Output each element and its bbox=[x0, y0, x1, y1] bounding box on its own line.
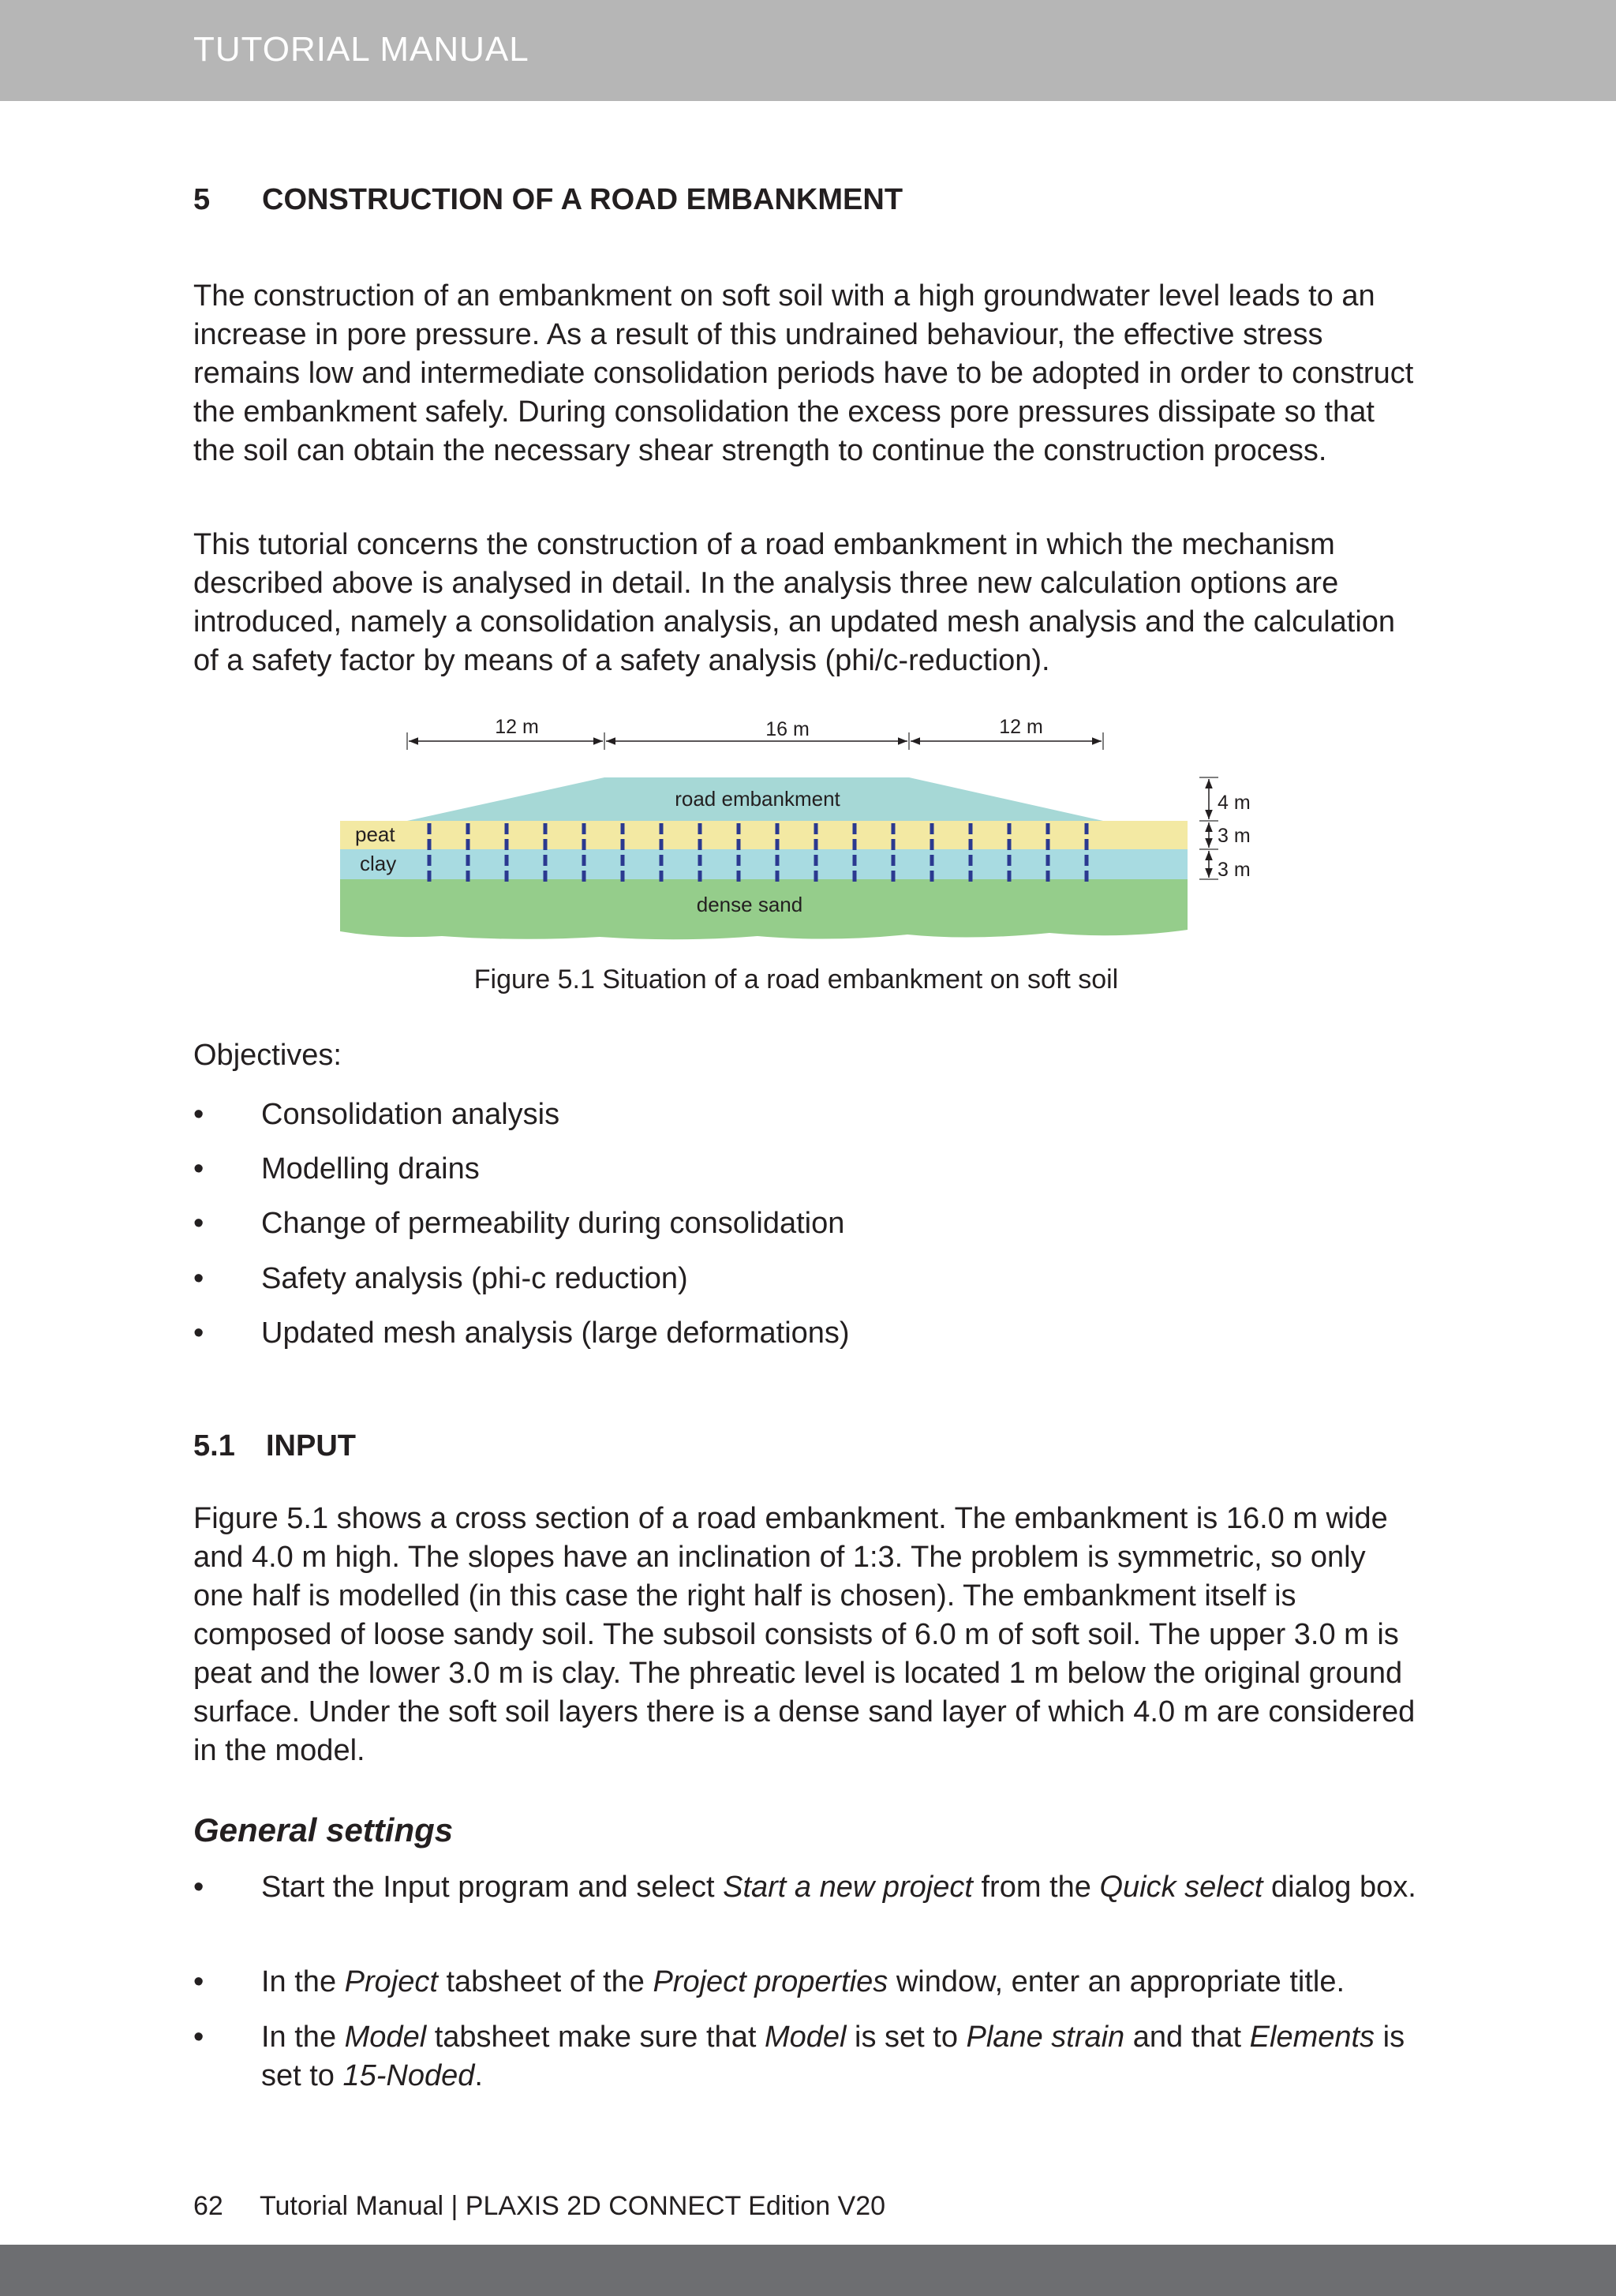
input-paragraph: Figure 5.1 shows a cross section of a road embankment. The embankment is 16.0 m wide and 4.0 m high. The slopes have an inclination of 1:3. The problem is symmetric, so only one half is modelled (in this case the right half is chosen). The embankment itself is composed of loose sandy soil. The subsoil consists of 6.0 m of soft soil. The upper 3.0 m is peat and the lower 3.0 m is clay. The phreatic level is located 1 m below the original ground surface. Under the soft soil layers there is a dense sand layer of which 4.0 m are considered in the model. bbox=[193, 1502, 1416, 1767]
intro-paragraph-2: This tutorial concerns the construction of a road embankment in which the mechanism described above is analysed in detail. In the analysis three new calculation options are introduced, namely a consolidation analysis, an updated mesh analysis and the calculation of a safety factor by means of a safety analysis (phi/c-reduction). bbox=[193, 528, 1396, 677]
horizontal-dimensions bbox=[407, 716, 1103, 750]
objective-text: Modelling drains bbox=[261, 1152, 480, 1185]
bullet: • bbox=[193, 1098, 204, 1131]
label-peat: peat bbox=[355, 822, 395, 846]
bullet: • bbox=[193, 1965, 204, 1998]
section-title: INPUT bbox=[266, 1429, 356, 1463]
footer-text: Tutorial Manual | PLAXIS 2D CONNECT Edition V20 bbox=[260, 2191, 886, 2221]
label-clay: clay bbox=[360, 852, 397, 875]
step-text: In the Model tabsheet make sure that Model is set to Plane strain and that Elements is set to 15-Noded. bbox=[261, 2021, 1405, 2092]
dim-label-right: 12 m bbox=[999, 716, 1043, 738]
step-text: Start the Input program and select Start a new project from the Quick select dialog box. bbox=[261, 1871, 1416, 1904]
bullet: • bbox=[193, 1207, 204, 1240]
figure-caption: Figure 5.1 Situation of a road embankment on soft soil bbox=[473, 964, 1119, 994]
objective-text: Consolidation analysis bbox=[261, 1098, 560, 1131]
bullet: • bbox=[193, 1152, 204, 1185]
header-bar bbox=[0, 0, 1616, 101]
dim-label-h3: 3 m bbox=[1218, 859, 1251, 881]
chapter-heading bbox=[193, 183, 903, 217]
general-settings-heading: General settings bbox=[193, 1811, 454, 1848]
objective-text: Change of permeability during consolidation bbox=[261, 1207, 845, 1240]
intro-paragraph-1: The construction of an embankment on soft soil with a high groundwater level leads to an increase in pore pressure. As a result of this undrained behaviour, the effective stress remains low and intermediate consolidation periods have to be adopted in order to construct the embankment safely. During consolidation the excess pore pressures dissipate so that the soil can obtain the necessary shear strength to continue the construction process. bbox=[193, 279, 1414, 467]
page-footer bbox=[193, 2191, 885, 2222]
header-title: TUTORIAL MANUAL bbox=[193, 30, 529, 69]
bullet: • bbox=[193, 1262, 204, 1295]
bullet: • bbox=[193, 1871, 204, 1904]
vertical-dimensions bbox=[1199, 777, 1251, 881]
footer-bar bbox=[0, 2245, 1616, 2296]
objective-text: Updated mesh analysis (large deformations) bbox=[261, 1317, 850, 1350]
bullet: • bbox=[193, 1317, 204, 1350]
embankment-figure bbox=[331, 706, 1310, 959]
step-text: In the Project tabsheet of the Project properties window, enter an appropriate title. bbox=[261, 1965, 1345, 1998]
page-number: 62 bbox=[193, 2191, 223, 2221]
section-number: 5.1 bbox=[193, 1429, 235, 1463]
label-dense-sand: dense sand bbox=[696, 893, 803, 916]
dim-label-left: 12 m bbox=[495, 716, 539, 738]
chapter-title: CONSTRUCTION OF A ROAD EMBANKMENT bbox=[262, 183, 903, 216]
dim-label-mid: 16 m bbox=[765, 718, 810, 740]
objectives-label: Objectives: bbox=[193, 1039, 342, 1072]
label-road-embankment: road embankment bbox=[675, 787, 840, 811]
section-heading bbox=[193, 1429, 356, 1463]
objective-text: Safety analysis (phi-c reduction) bbox=[261, 1262, 688, 1295]
chapter-number: 5 bbox=[193, 183, 211, 216]
dim-label-h2: 3 m bbox=[1218, 825, 1251, 847]
dim-label-h1: 4 m bbox=[1218, 792, 1251, 814]
bullet: • bbox=[193, 2021, 204, 2054]
